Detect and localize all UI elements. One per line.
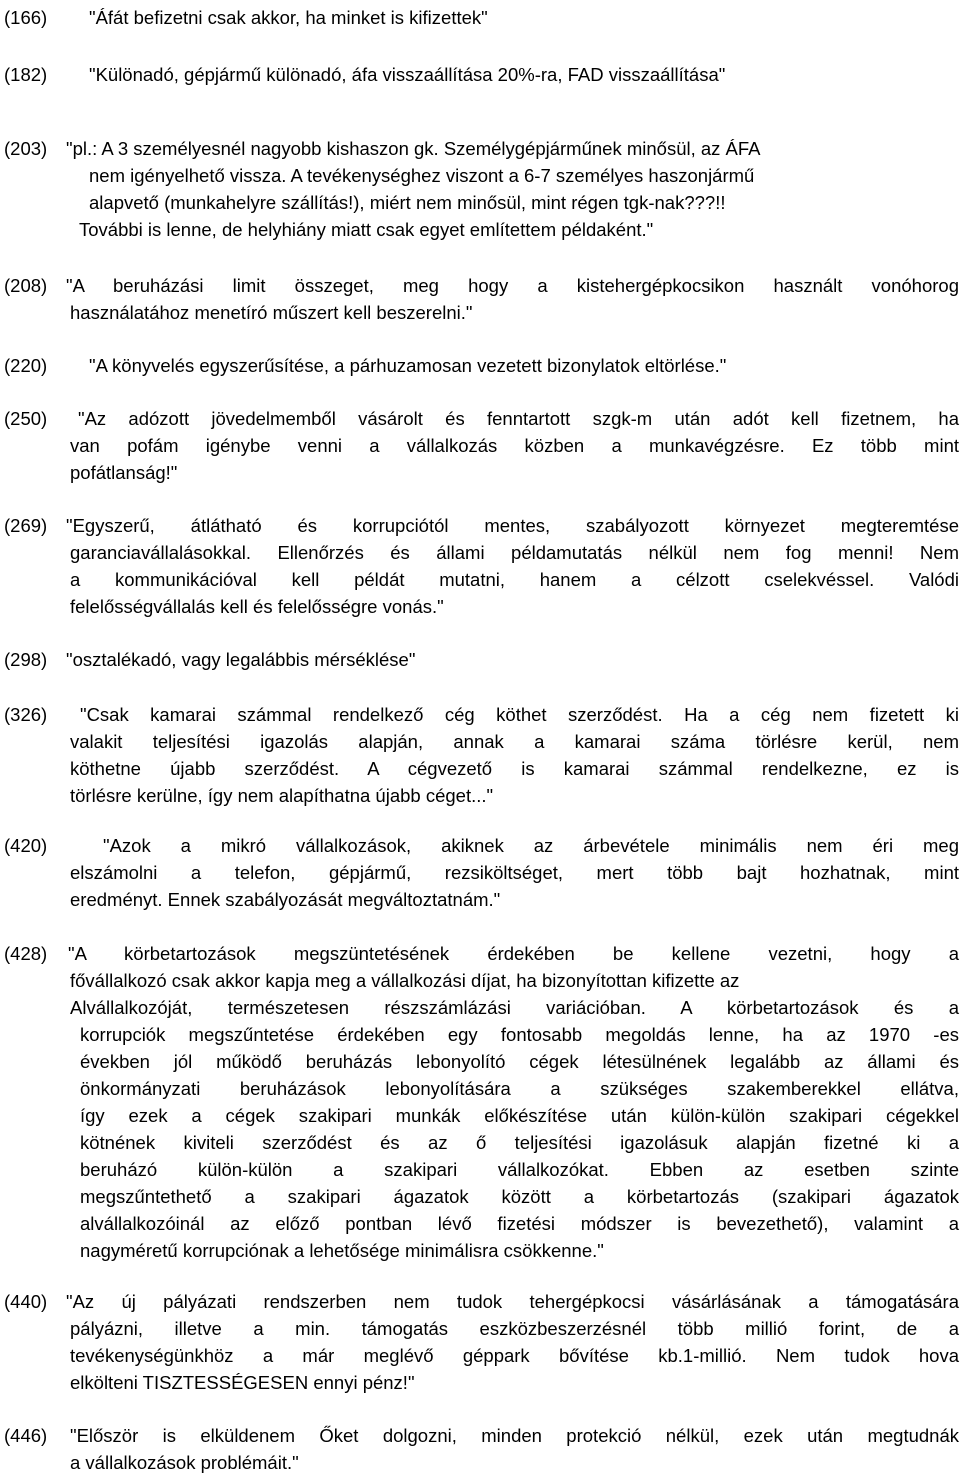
item-text-line: alvállalkozóinál az előző pontban lévő fizetési módszer is bevezethető), valamint a	[80, 1213, 959, 1234]
item-number: (182)	[4, 64, 48, 85]
item-text-line: önkormányzati beruházások lebonyolítására a szükséges szakemberekkel ellátva,	[80, 1078, 959, 1099]
item-text-line: "Egyszerű, átlátható és korrupciótól mentes, szabályozott környezet megteremtése	[66, 515, 959, 536]
item-number: (440)	[4, 1291, 48, 1312]
item-text-line: "A könyvelés egyszerűsítése, a párhuzamosan vezetett bizonylatok eltörlése."	[89, 355, 727, 376]
item-number: (420)	[4, 835, 48, 856]
item-number: (428)	[4, 943, 48, 964]
item-text-line: nagyméretű korrupciónak a lehetősége minimálisra csökkenne."	[80, 1240, 604, 1261]
item-text-line: "A körbetartozások megszüntetésének érdekében be kellene vezetni, hogy a	[68, 943, 959, 964]
item-text-line: kötnének kiviteli szerződést és az ő teljesítési igazolásuk alapján fizetné ki a	[80, 1132, 959, 1153]
item-text-line: a vállalkozások problémáit."	[70, 1452, 299, 1473]
item-number: (269)	[4, 515, 48, 536]
item-text-line: Alvállalkozóját, természetesen részszámlázási variációban. A körbetartozások és a	[70, 997, 959, 1018]
item-text-line: "A beruházási limit összeget, meg hogy a kistehergépkocsikon használt vonóhorog	[66, 275, 959, 296]
item-text-line: a kommunikációval kell példát mutatni, hanem a célzott cselekvéssel. Valódi	[70, 569, 959, 590]
item-text-line: köthetne újabb szerződést. A cégvezető is kamarai számmal rendelkezne, ez is	[70, 758, 959, 779]
item-text-line: tevékenységünkhöz a már meglévő géppark bővítése kb.1-millió. Nem tudok hova	[70, 1345, 959, 1366]
item-text-line: elkölteni TISZTESSÉGESEN ennyi pénz!"	[70, 1372, 415, 1393]
item-text-line: "pl.: A 3 személyesnél nagyobb kishaszon gk. Személygépjárműnek minősül, az ÁFA	[66, 138, 761, 159]
item-text-line: megszűntethető a szakipari ágazatok között a körbetartozás (szakipari ágazatok	[80, 1186, 959, 1207]
item-number: (203)	[4, 138, 48, 159]
item-text-line: "Azok a mikró vállalkozások, akiknek az árbevétele minimális nem éri meg	[103, 835, 959, 856]
item-text-line: beruházó külön-külön a szakipari vállalkozókat. Ebben az esetben szinte	[80, 1159, 959, 1180]
item-text-line: fővállalkozó csak akkor kapja meg a vállalkozási díjat, ha bizonyítottan kifizette az	[70, 970, 740, 991]
item-text-line: További is lenne, de helyhiány miatt csak egyet említettem példaként."	[79, 219, 654, 240]
item-text-line: valakit teljesítési igazolás alapján, annak a kamarai száma törlésre kerül, nem	[70, 731, 959, 752]
item-text-line: eredményt. Ennek szabályozását megváltoztatnám."	[70, 889, 501, 910]
item-number: (166)	[4, 7, 48, 28]
item-text-line: években jól működő beruházás lebonyolító cégek létesülnének legalább az állami és	[80, 1051, 959, 1072]
item-text-line: törlésre kerülne, így nem alapíthatna újabb céget..."	[70, 785, 494, 806]
item-number: (250)	[4, 408, 48, 429]
item-number: (208)	[4, 275, 48, 296]
item-text-line: "Csak kamarai számmal rendelkező cég köthet szerződést. Ha a cég nem fizetett ki	[80, 704, 959, 725]
item-text-line: pofátlanság!"	[70, 462, 178, 483]
item-text-line: "Áfát befizetni csak akkor, ha minket is kifizettek"	[89, 7, 488, 28]
item-text-line: korrupciók megszűntetése érdekében egy fontosabb megoldás lenne, ha az 1970 -es	[80, 1024, 959, 1045]
item-number: (326)	[4, 704, 48, 725]
item-text-line: felelősségvállalás kell és felelősségre vonás."	[70, 596, 444, 617]
item-text-line: elszámolni a telefon, gépjármű, rezsiköltséget, mert több bajt hozhatnak, mint	[70, 862, 959, 883]
item-text-line: "osztalékadó, vagy legalábbis mérséklése"	[66, 649, 416, 670]
item-text-line: "Az adózott jövedelmemből vásárolt és fenntartott szgk-m után adót kell fizetnem, ha	[78, 408, 959, 429]
item-text-line: "Először is elküldenem Őket dolgozni, minden protekció nélkül, ezek után megtudnák	[70, 1425, 959, 1446]
item-text-line: használatához menetíró műszert kell beszerelni."	[70, 302, 473, 323]
item-number: (298)	[4, 649, 48, 670]
item-text-line: garanciavállalásokkal. Ellenőrzés és állami példamutatás nélkül nem fog menni! Nem	[70, 542, 959, 563]
item-text-line: van pofám igénybe venni a vállalkozás közben a munkavégzésre. Ez több mint	[70, 435, 959, 456]
item-text-line: nem igényelhető vissza. A tevékenységhez viszont a 6-7 személyes haszonjármű	[89, 165, 755, 186]
item-text-line: pályázni, illetve a min. támogatás eszközbeszerzésnél több millió forint, de a	[70, 1318, 959, 1339]
item-number: (446)	[4, 1425, 48, 1446]
item-text-line: alapvető (munkahelyre szállítás!), miért nem minősül, mint régen tgk-nak???!!	[89, 192, 726, 213]
item-text-line: "Az új pályázati rendszerben nem tudok tehergépkocsi vásárlásának a támogatására	[66, 1291, 959, 1312]
item-text-line: "Különadó, gépjármű különadó, áfa visszaállítása 20%-ra, FAD visszaállítása"	[89, 64, 726, 85]
item-text-line: így ezek a cégek szakipari munkák előkészítése után külön-külön szakipari cégekkel	[80, 1105, 959, 1126]
item-number: (220)	[4, 355, 48, 376]
